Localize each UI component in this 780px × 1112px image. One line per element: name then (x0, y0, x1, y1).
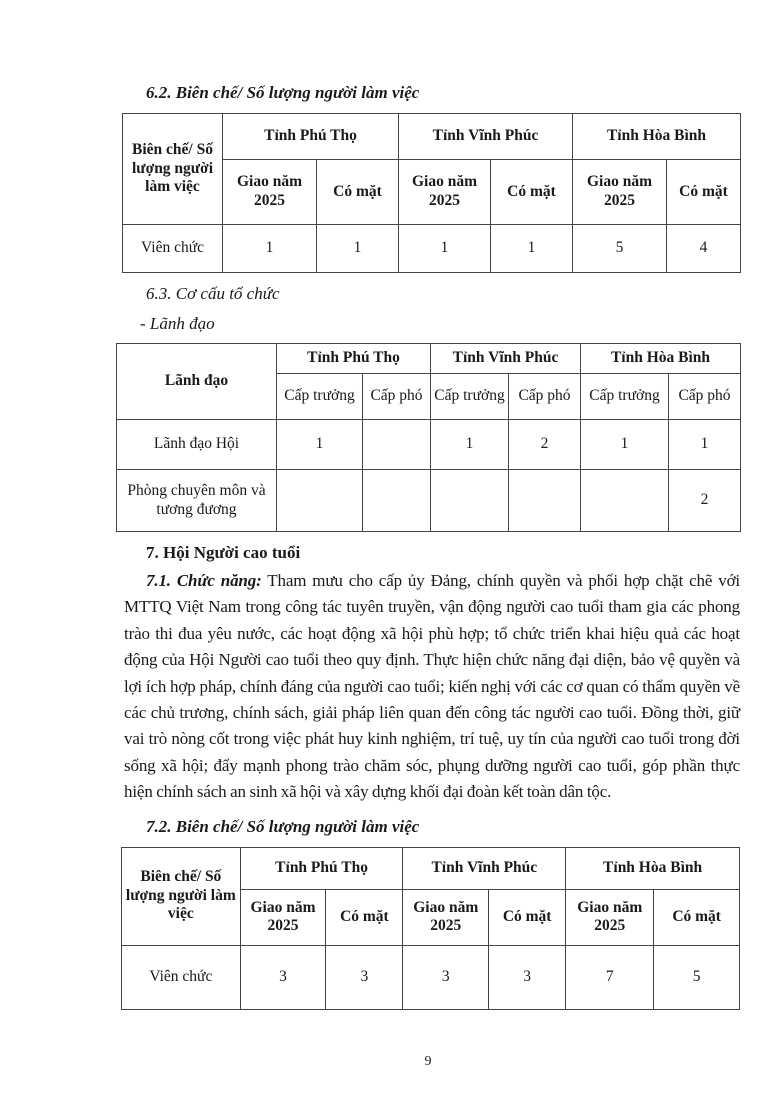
table-row (117, 420, 741, 470)
leadership-table (116, 343, 741, 532)
cell: 4 (667, 225, 741, 273)
province-header: Tỉnh Vĩnh Phúc (431, 344, 581, 374)
section-7-2-heading: 7.2. Biên chế/ Số lượng người làm việc (146, 816, 420, 836)
table-row (122, 945, 740, 1009)
cell: 7 (566, 945, 654, 1009)
cell (509, 470, 581, 532)
province-header: Tỉnh Vĩnh Phúc (403, 847, 566, 889)
cell: 1 (317, 225, 399, 273)
sub-header: Giao năm 2025 (566, 889, 654, 945)
section-6-3-heading: 6.3. Cơ cấu tổ chức (146, 284, 280, 303)
province-header: Tỉnh Phú Thọ (277, 344, 431, 374)
cell: 3 (240, 945, 326, 1009)
section-7-1-paragraph (124, 568, 740, 806)
sub-header: Cấp phó (509, 374, 581, 420)
row-header: Lãnh đạo (117, 344, 277, 420)
sub-header: Có mặt (326, 889, 403, 945)
staffing-table-6-2 (122, 113, 741, 273)
province-header: Tỉnh Hòa Bình (573, 114, 741, 160)
sub-header: Có mặt (317, 160, 399, 225)
sub-header: Cấp trưởng (431, 374, 509, 420)
sub-header: Có mặt (667, 160, 741, 225)
cell: 2 (509, 420, 581, 470)
cell: 5 (573, 225, 667, 273)
section-6-3-subheading: - Lãnh đạo (140, 314, 215, 333)
section-6-2-heading: 6.2. Biên chế/ Số lượng người làm việc (146, 83, 420, 102)
cell: 1 (669, 420, 741, 470)
function-label: 7.1. Chức năng: (146, 571, 262, 590)
cell: 1 (491, 225, 573, 273)
sub-header: Giao năm 2025 (573, 160, 667, 225)
function-text: Tham mưu cho cấp ủy Đảng, chính quyền và phối hợp chặt chẽ với MTTQ Việt Nam trong công tác tuyên truyền, vận động người cao tuổi tham gia các phong trào thi đua yêu nước, các hoạt động xã hội phù hợp; tổ chức triển khai hiệu quả các hoạt động của Hội Người cao tuổi theo quy định. Thực hiện chức năng đại diện, bảo vệ quyền và lợi ích hợp pháp, chính đáng của người cao tuổi; kiến nghị với các cơ quan có thẩm quyền về các chủ trương, chính sách, giải pháp liên quan đến công tác người cao tuổi. Đồng thời, giữ vai trò nòng cốt trong việc phát huy kinh nghiệm, trí tuệ, uy tín của người cao tuổi trong đời sống xã hội; đẩy mạnh phong trào chăm sóc, phụng dưỡng người cao tuổi, góp phần thực hiện chính sách an sinh xã hội và xây dựng khối đại đoàn kết toàn dân tộc. (124, 571, 740, 802)
cell: 3 (489, 945, 566, 1009)
sub-header: Giao năm 2025 (403, 889, 489, 945)
sub-header: Có mặt (491, 160, 573, 225)
page-number: 9 (424, 1053, 432, 1069)
row-label: Phòng chuyên môn và tương đương (117, 470, 277, 532)
sub-header: Cấp phó (363, 374, 431, 420)
cell: 1 (431, 420, 509, 470)
cell (431, 470, 509, 532)
row-header: Biên chế/ Số lượng người làm việc (122, 847, 241, 945)
sub-header: Có mặt (489, 889, 566, 945)
sub-header: Cấp phó (669, 374, 741, 420)
sub-header: Giao năm 2025 (240, 889, 326, 945)
cell: 3 (403, 945, 489, 1009)
cell (363, 470, 431, 532)
cell: 1 (277, 420, 363, 470)
row-label: Viên chức (123, 225, 223, 273)
cell: 1 (223, 225, 317, 273)
province-header: Tỉnh Vĩnh Phúc (399, 114, 573, 160)
sub-header: Giao năm 2025 (223, 160, 317, 225)
province-header: Tỉnh Hòa Bình (581, 344, 741, 374)
table-row (117, 470, 741, 532)
row-label: Viên chức (122, 945, 241, 1009)
province-header: Tỉnh Phú Thọ (223, 114, 399, 160)
cell: 5 (654, 945, 740, 1009)
cell: 1 (399, 225, 491, 273)
sub-header: Có mặt (654, 889, 740, 945)
cell (581, 470, 669, 532)
sub-header: Cấp trưởng (581, 374, 669, 420)
row-header: Biên chế/ Số lượng người làm việc (123, 114, 223, 225)
table-row (123, 225, 741, 273)
row-label: Lãnh đạo Hội (117, 420, 277, 470)
province-header: Tỉnh Phú Thọ (240, 847, 403, 889)
cell: 3 (326, 945, 403, 1009)
staffing-table-7-2 (121, 847, 740, 1010)
cell (363, 420, 431, 470)
section-7-heading: 7. Hội Người cao tuổi (146, 543, 301, 562)
cell (277, 470, 363, 532)
cell: 2 (669, 470, 741, 532)
sub-header: Giao năm 2025 (399, 160, 491, 225)
province-header: Tỉnh Hòa Bình (566, 847, 740, 889)
cell: 1 (581, 420, 669, 470)
sub-header: Cấp trưởng (277, 374, 363, 420)
